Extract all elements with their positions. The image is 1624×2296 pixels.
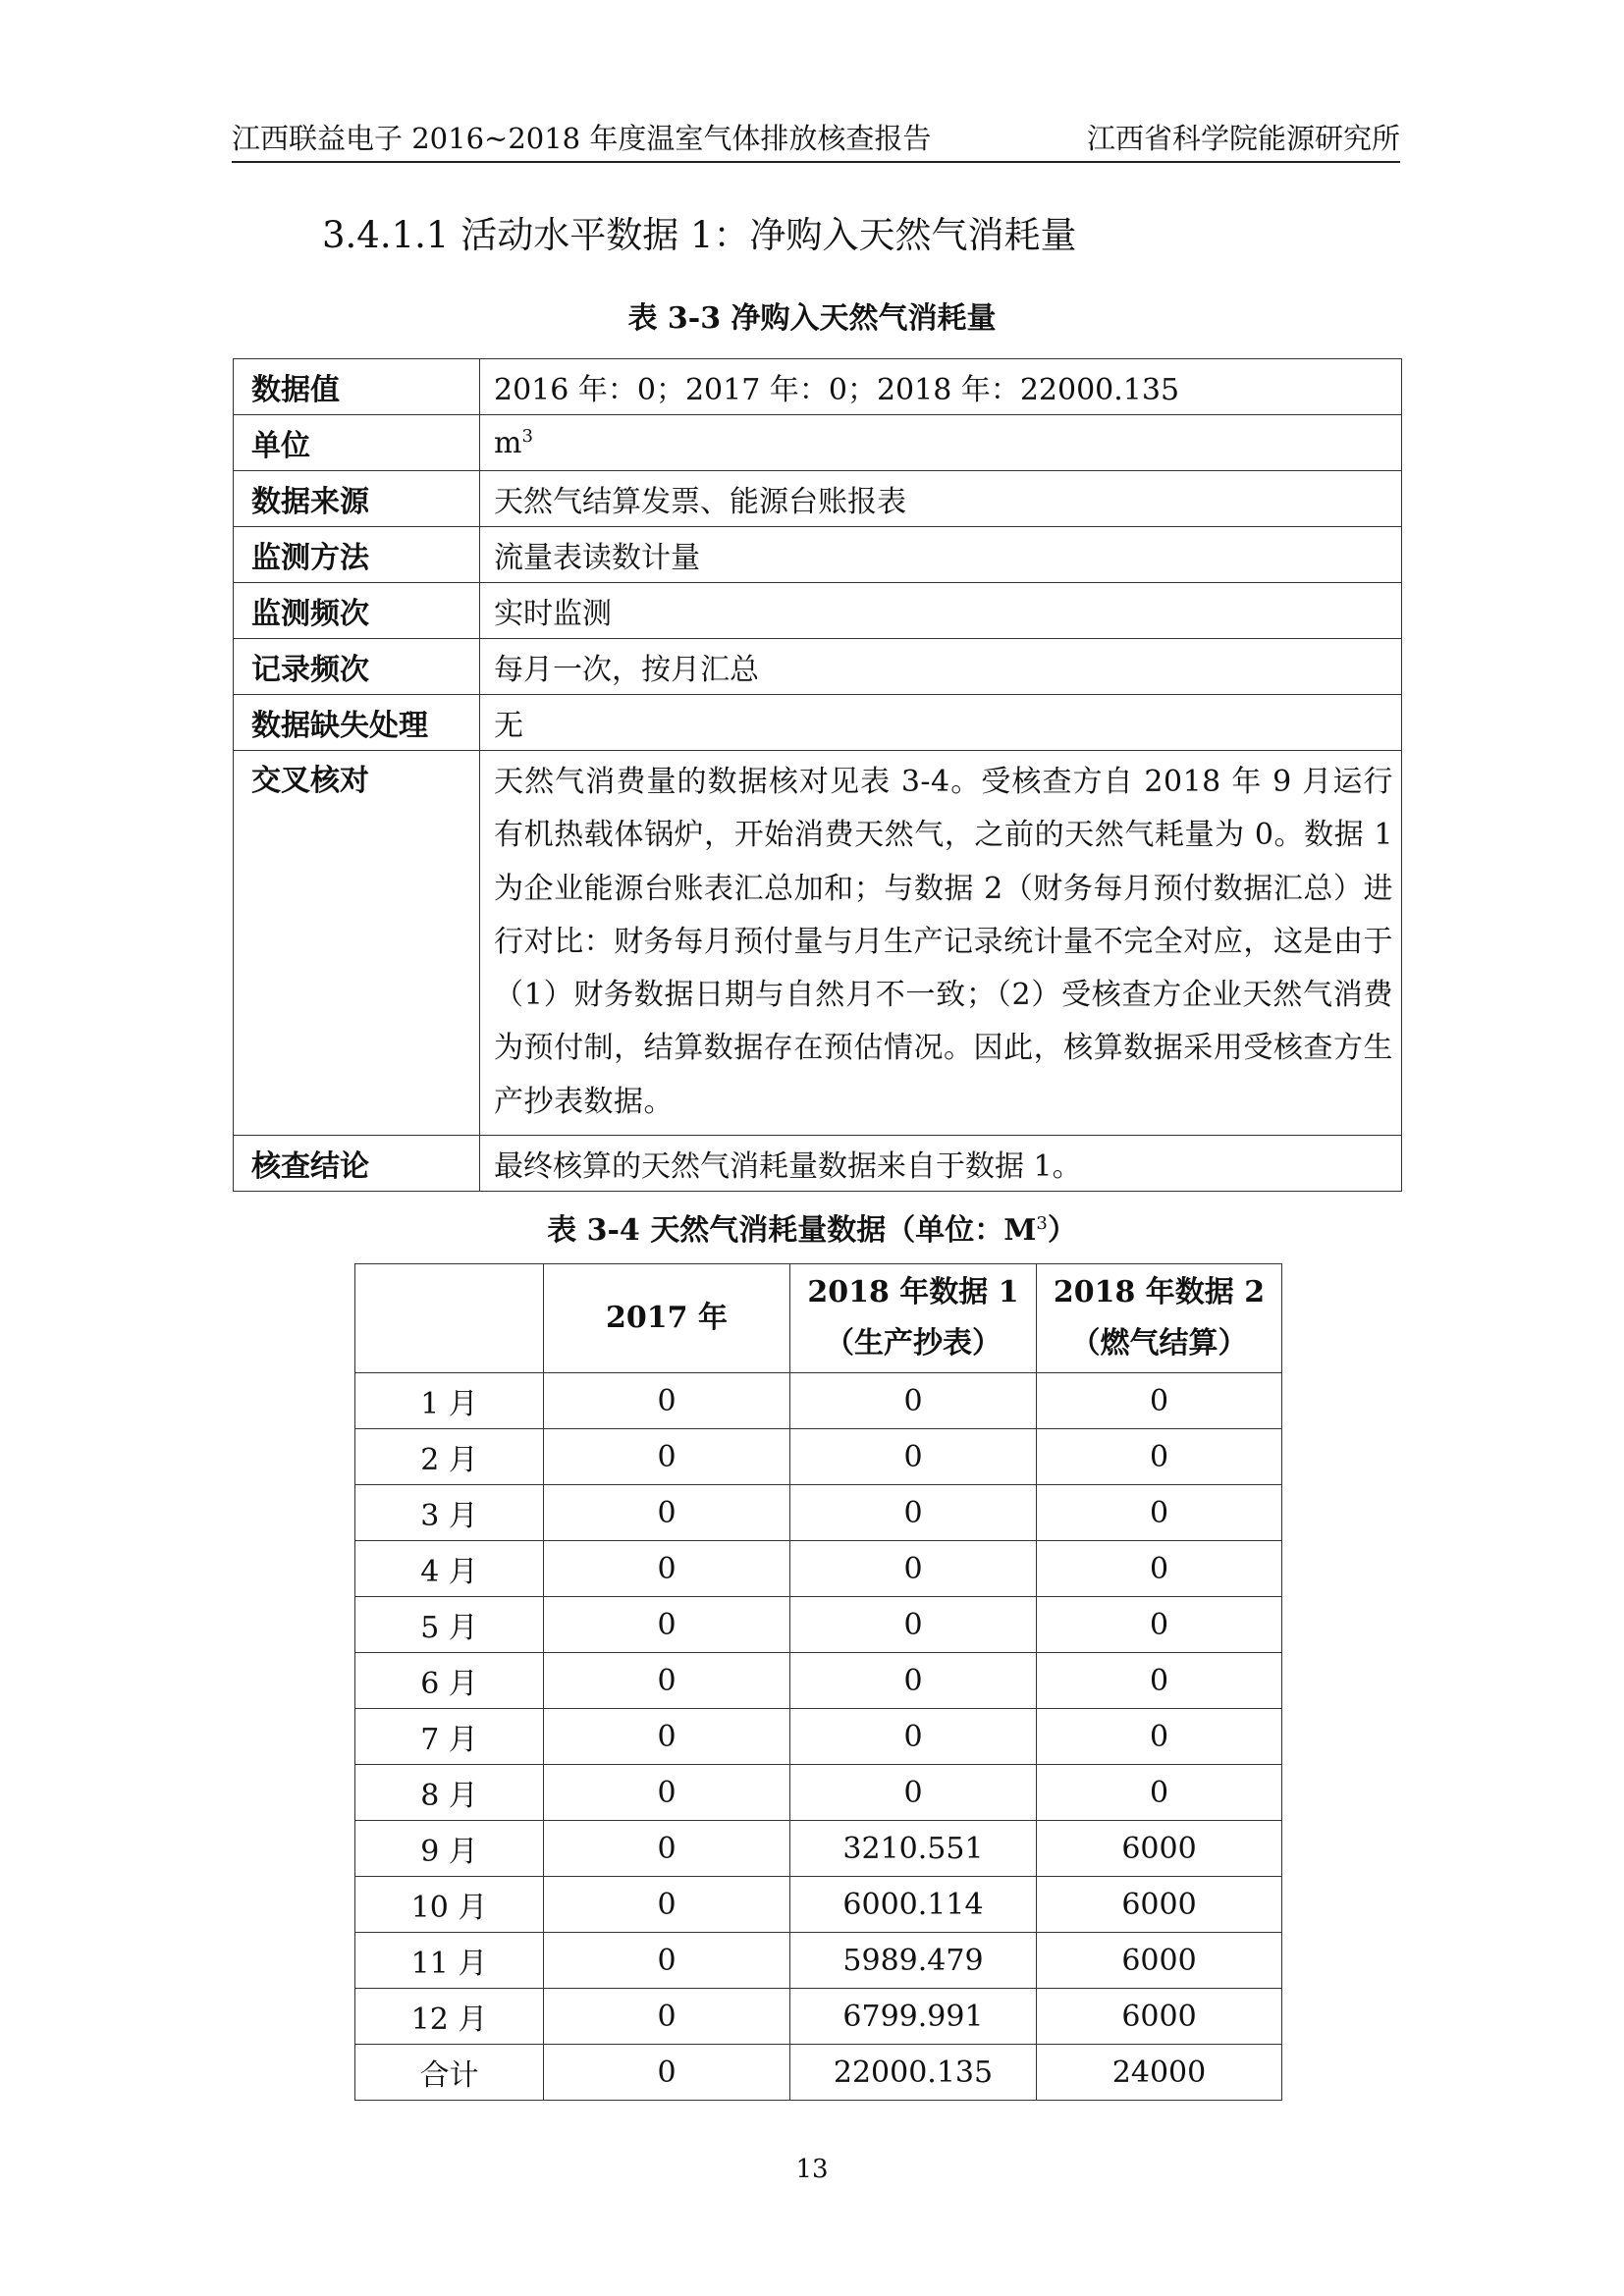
month-cell: 5 月 — [355, 1597, 544, 1653]
page-number: 13 — [795, 2155, 829, 2184]
row-label: 数据来源 — [234, 471, 480, 527]
value-cell: 0 — [790, 1541, 1037, 1597]
header-report-title: 江西联益电子 2016~2018 年度温室气体排放核查报告 — [232, 122, 932, 155]
value-cell: 0 — [1037, 1373, 1282, 1429]
row-label: 数据缺失处理 — [234, 695, 480, 751]
value-cell: 0 — [1037, 1429, 1282, 1485]
value-cell: 0 — [544, 1485, 790, 1541]
value-cell: 0 — [544, 1653, 790, 1709]
value-cell: 0 — [544, 1597, 790, 1653]
value-cell: 6000.114 — [790, 1877, 1037, 1933]
row-label: 单位 — [234, 415, 480, 471]
table-row — [355, 1709, 1282, 1765]
value-cell: 0 — [544, 1989, 790, 2045]
value-cell: 6799.991 — [790, 1989, 1037, 2045]
value-cell: 0 — [790, 1429, 1037, 1485]
month-cell: 1 月 — [355, 1373, 544, 1429]
table-row — [234, 639, 1402, 695]
table-row — [355, 1429, 1282, 1485]
month-cell: 7 月 — [355, 1709, 544, 1765]
table-3-4-caption — [0, 1201, 1624, 1254]
cross-check-paragraph: 天然气消费量的数据核对见表 3-4。受核查方自 2018 年 9 月运行有机热载体锅炉，开始消费天然气，之前的天然气耗量为 0。数据 1 为企业能源台账表汇总加和；与数据 2（财务每月预付数据汇总）进行对比：财务每月预付量与月生产记录统计量不完全对应，这是由于（1）财务数据日期与自然月不一致；（2）受核查方企业天然气消费为预付制，结算数据存在预估情况。因此，核算数据采用受核查方生产抄表数据。 — [480, 751, 1402, 1136]
month-cell: 11 月 — [355, 1933, 544, 1989]
table-3-4 — [354, 1263, 1282, 2101]
value-cell: 0 — [544, 1709, 790, 1765]
table-row — [234, 527, 1402, 583]
value-cell: 0 — [1037, 1765, 1282, 1821]
table-row — [355, 1373, 1282, 1429]
value-cell: 5989.479 — [790, 1933, 1037, 1989]
value-cell: 0 — [544, 1373, 790, 1429]
row-value: 实时监测 — [480, 583, 1402, 639]
value-cell: 0 — [790, 1765, 1037, 1821]
month-cell: 2 月 — [355, 1429, 544, 1485]
header-line: 2017 年 — [606, 1301, 728, 1335]
table-row — [234, 359, 1402, 415]
header-subline: （生产抄表） — [825, 1326, 1001, 1361]
table-row — [355, 1821, 1282, 1877]
value-cell: 0 — [790, 1709, 1037, 1765]
table-total-row — [355, 2045, 1282, 2101]
value-cell: 6000 — [1037, 1821, 1282, 1877]
value-cell: 0 — [544, 1541, 790, 1597]
section-heading: 3.4.1.1 活动水平数据 1：净购入天然气消耗量 — [322, 214, 1077, 256]
value-cell: 0 — [790, 1597, 1037, 1653]
value-cell: 3210.551 — [790, 1821, 1037, 1877]
header-cell-empty — [355, 1264, 544, 1373]
value-cell: 0 — [790, 1373, 1037, 1429]
table-row — [234, 1136, 1402, 1192]
row-value: 每月一次，按月汇总 — [480, 639, 1402, 695]
header-subline: （燃气结算） — [1070, 1326, 1248, 1361]
month-cell: 4 月 — [355, 1541, 544, 1597]
row-value: 2016 年：0；2017 年：0；2018 年：22000.135 — [480, 359, 1402, 415]
month-cell: 6 月 — [355, 1653, 544, 1709]
table-row — [234, 751, 1402, 1136]
table-row — [234, 471, 1402, 527]
month-cell: 9 月 — [355, 1821, 544, 1877]
month-cell: 10 月 — [355, 1877, 544, 1933]
header-line: 2018 年数据 1 — [807, 1275, 1019, 1309]
total-cell: 22000.135 — [790, 2045, 1037, 2101]
table-row — [355, 1765, 1282, 1821]
value-cell: 0 — [1037, 1541, 1282, 1597]
value-cell: 0 — [544, 1765, 790, 1821]
row-label: 记录频次 — [234, 639, 480, 695]
table-header-row — [355, 1264, 1282, 1373]
value-cell: 0 — [1037, 1597, 1282, 1653]
value-cell: 6000 — [1037, 1877, 1282, 1933]
month-cell: 12 月 — [355, 1989, 544, 2045]
caption-superscript: 3 — [1036, 1213, 1048, 1234]
table-row — [355, 1877, 1282, 1933]
row-label: 监测频次 — [234, 583, 480, 639]
table-row — [234, 583, 1402, 639]
row-value: 流量表读数计量 — [480, 527, 1402, 583]
total-cell: 24000 — [1037, 2045, 1282, 2101]
value-cell: 6000 — [1037, 1933, 1282, 1989]
row-label: 交叉核对 — [234, 751, 480, 1136]
table-row — [355, 1653, 1282, 1709]
caption-text-end: ） — [1047, 1213, 1077, 1248]
table-row — [355, 1933, 1282, 1989]
table-row — [355, 1989, 1282, 2045]
value-cell: 0 — [544, 1429, 790, 1485]
row-value: 无 — [480, 695, 1402, 751]
value-cell: 0 — [544, 1821, 790, 1877]
total-cell: 0 — [544, 2045, 790, 2101]
value-cell: 0 — [790, 1653, 1037, 1709]
row-label: 监测方法 — [234, 527, 480, 583]
row-value: 最终核算的天然气消耗量数据来自于数据 1。 — [480, 1136, 1402, 1192]
value-cell: 0 — [544, 1933, 790, 1989]
table-row — [234, 415, 1402, 471]
table-row — [234, 695, 1402, 751]
value-cell: 0 — [1037, 1653, 1282, 1709]
month-cell: 8 月 — [355, 1765, 544, 1821]
header-cell — [1037, 1264, 1282, 1373]
total-label-cell: 合计 — [355, 2045, 544, 2101]
table-row — [355, 1597, 1282, 1653]
table-3-3-caption: 表 3-3 净购入天然气消耗量 — [627, 301, 997, 336]
header-line: 2018 年数据 2 — [1053, 1275, 1266, 1309]
row-value: 天然气结算发票、能源台账报表 — [480, 471, 1402, 527]
value-cell: 0 — [1037, 1485, 1282, 1541]
header-institute: 江西省科学院能源研究所 — [1086, 122, 1400, 155]
header-cell — [790, 1264, 1037, 1373]
table-row — [355, 1541, 1282, 1597]
table-row — [355, 1485, 1282, 1541]
page-header — [232, 116, 1400, 163]
value-cell: 0 — [1037, 1709, 1282, 1765]
unit-base: m — [494, 425, 522, 460]
row-label: 核查结论 — [234, 1136, 480, 1192]
value-cell: 0 — [544, 1877, 790, 1933]
caption-text: 表 3-4 天然气消耗量数据（单位：M — [547, 1213, 1037, 1248]
row-label: 数据值 — [234, 359, 480, 415]
table-3-3 — [233, 358, 1402, 1192]
value-cell: 6000 — [1037, 1989, 1282, 2045]
unit-superscript: 3 — [521, 425, 533, 447]
value-cell: 0 — [790, 1485, 1037, 1541]
month-cell: 3 月 — [355, 1485, 544, 1541]
header-cell — [544, 1264, 790, 1373]
unit-value — [480, 415, 1402, 471]
